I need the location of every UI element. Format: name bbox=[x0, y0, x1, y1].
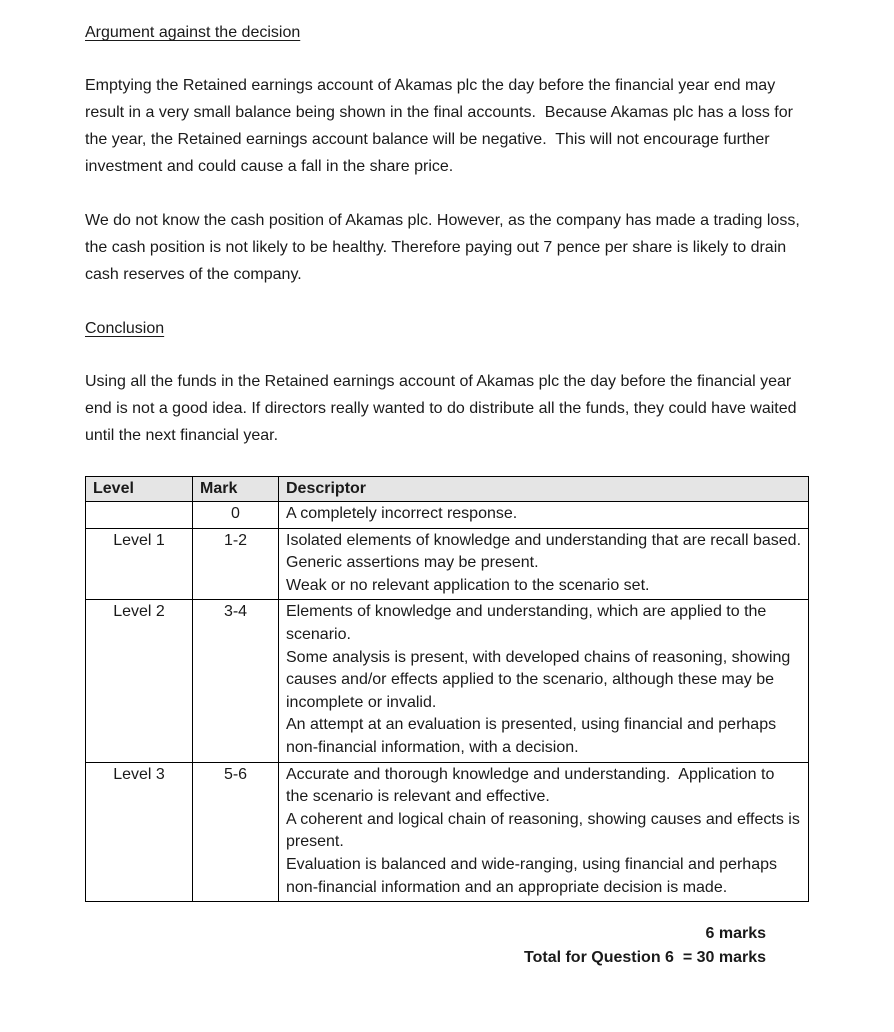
descriptor-line: A completely incorrect response. bbox=[286, 505, 518, 522]
descriptor-cell bbox=[279, 502, 809, 529]
descriptor-line: Isolated elements of knowledge and understanding that are recall based. bbox=[286, 531, 802, 549]
paragraph-argument-1: Emptying the Retained earnings account of Akamas plc the day before the financial year end may result in a very small balance being shown in the final accounts. Because Akamas plc has a loss for the year, the Retained earnings account balance will be negative. This will not encourage further investment and could cause a fall in the share price. bbox=[85, 77, 798, 175]
heading-argument-against-decision: Argument against the decision bbox=[85, 24, 301, 41]
level-cell: Level 3 bbox=[86, 762, 193, 902]
column-header-descriptor: Descriptor bbox=[279, 477, 809, 502]
heading-conclusion: Conclusion bbox=[85, 320, 165, 337]
question-marks-label: 6 marks bbox=[705, 925, 766, 943]
marks-footer bbox=[85, 922, 807, 970]
descriptor-line: Evaluation is balanced and wide-ranging, using financial and perhaps non-financial information and an appropriate decision is made. bbox=[286, 855, 782, 896]
table-header-row bbox=[86, 477, 809, 502]
mark-cell: 5-6 bbox=[193, 762, 279, 902]
descriptor-line: Elements of knowledge and understanding, which are applied to the scenario. bbox=[286, 603, 771, 643]
descriptor-cell bbox=[279, 600, 809, 762]
level-cell: Level 1 bbox=[86, 528, 193, 600]
table-row-level-1 bbox=[86, 528, 809, 600]
mark-cell: 3-4 bbox=[193, 600, 279, 762]
mark-cell: 1-2 bbox=[193, 528, 279, 600]
mark-cell: 0 bbox=[193, 502, 279, 529]
descriptor-line: Generic assertions may be present. bbox=[286, 554, 539, 572]
level-cell bbox=[86, 502, 193, 529]
paragraph-conclusion: Using all the funds in the Retained earnings account of Akamas plc the day before the financial year end is not a good idea. If directors really wanted to do distribute all the funds, they could have waited until the next financial year. bbox=[85, 373, 801, 444]
table-row-mark-0 bbox=[86, 502, 809, 529]
level-cell: Level 2 bbox=[86, 600, 193, 762]
paragraph-argument-2: We do not know the cash position of Akamas plc. However, as the company has made a trading loss, the cash position is not likely to be healthy. Therefore paying out 7 pence per share is likely to drain cash reserves of the company. bbox=[85, 212, 805, 283]
column-header-mark: Mark bbox=[193, 477, 279, 502]
mark-scheme-table bbox=[85, 476, 809, 902]
descriptor-cell bbox=[279, 528, 809, 600]
descriptor-line: Some analysis is present, with developed chains of reasoning, showing causes and/or effects applied to the scenario, although these may be incomplete or invalid. bbox=[286, 648, 795, 711]
column-header-level: Level bbox=[86, 477, 193, 502]
table-row-level-3 bbox=[86, 762, 809, 902]
descriptor-line: A coherent and logical chain of reasoning, showing causes and effects is present. bbox=[286, 810, 805, 851]
total-marks-label: Total for Question 6 = 30 marks bbox=[524, 949, 766, 967]
descriptor-line: Accurate and thorough knowledge and understanding. Application to the scenario is relevant and effective. bbox=[286, 765, 779, 806]
descriptor-cell bbox=[279, 762, 809, 902]
table-row-level-2 bbox=[86, 600, 809, 762]
descriptor-line: An attempt at an evaluation is presented, using financial and perhaps non-financial information, with a decision. bbox=[286, 716, 781, 756]
descriptor-line: Weak or no relevant application to the scenario set. bbox=[286, 576, 650, 594]
